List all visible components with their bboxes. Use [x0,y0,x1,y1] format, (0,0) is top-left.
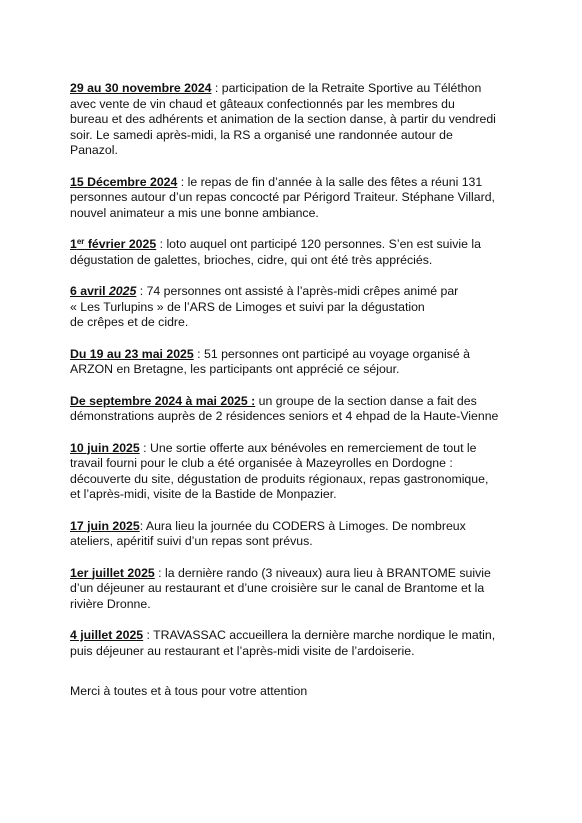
event-text-line: découverte du site, dégustation de produits régionaux, repas gastronomique, [70,471,489,486]
event-text-line: rivière Dronne. [70,596,151,611]
event-date: 10 juin 2025 [70,440,140,455]
event-text-line: « Les Turlupins » de l’ARS de Limoges et suivi par la dégustation [70,299,425,314]
event-date [70,237,156,251]
event-text-line: d’un déjeuner au restaurant et d’une croisière sur le canal de Brantome et la [70,581,485,595]
event-entry [70,284,520,331]
event-entry [70,394,520,425]
event-text: : participation de la Retraite Sportive au Téléthon [211,81,482,95]
event-first-line [70,175,520,191]
event-first-line [70,284,520,300]
event-text-line: soir. Le samedi après-midi, la RS a organisé une randonnée autour de [70,127,453,142]
event-text-line: dégustation de galettes, brioches, cidre, qui ont été très appréciés. [70,252,433,267]
event-date: 4 juillet 2025 [70,628,144,642]
event-text-line: et l’après-midi, visite de la Bastide de Monpazier. [70,487,337,501]
event-entry [70,566,520,613]
event-entry [70,237,520,268]
event-first-line [70,519,520,535]
event-text-line: démonstrations auprès de 2 résidences seniors et 4 ehpad de la Haute-Vienne [70,409,499,423]
event-first-line [70,566,520,582]
event-text-line: de crêpes et de cidre. [70,315,189,329]
closing-remark: Merci à toutes et à tous pour votre attention [70,684,308,698]
event-entry [70,441,520,503]
event-text-line: ARZON en Bretagne, les participants ont apprécié ce séjour. [70,362,400,376]
event-date-day: 1 [70,237,77,251]
event-text: : loto auquel ont participé 120 personnes. S’en est suivie la [156,237,481,251]
event-entry [70,628,520,659]
event-date-year: 2025 [108,284,137,298]
event-first-line [70,628,520,644]
event-text: : TRAVASSAC accueillera la dernière marche nordique le matin, [143,628,496,642]
event-date: Du 19 au 23 mai 2025 [70,346,194,361]
event-text: : le repas de fin d’année à la salle des fêtes a réuni 131 [177,174,483,189]
event-date-rest: février 2025 [84,237,157,251]
event-entry [70,81,520,159]
event-date-main: 6 avril [70,284,109,298]
event-entry [70,519,520,550]
event-first-line [70,347,520,363]
event-entry [70,347,520,378]
event-date: 17 juin 2025 [70,518,140,533]
event-text-line: travail fourni pour le club a été organisée à Mazeyrolles en Dordogne : [70,456,453,470]
event-first-line [70,441,520,457]
event-first-line [70,237,520,253]
event-text: un groupe de la section danse a fait des [255,393,477,408]
event-text: : 51 personnes ont participé au voyage organisé à [193,346,470,361]
event-date: 1er juillet 2025 [70,565,155,580]
event-text-line: avec vente de vin chaud et gâteaux confectionnés par les membres du [70,96,455,111]
event-text: : la dernière rando (3 niveaux) aura lieu à BRANTOME suivie [154,565,491,580]
event-date: De septembre 2024 à mai 2025 : [70,393,256,408]
event-text: : 74 personnes ont assisté à l’après-midi crêpes animé par [136,284,459,298]
event-date: 29 au 30 novembre 2024 [70,81,212,95]
event-text-line: ateliers, apéritif suivi d’un repas sont prévus. [70,534,313,548]
event-text-line: Panazol. [70,143,118,157]
event-first-line [70,81,520,97]
event-date-ordinal: er [76,237,85,246]
event-date: 15 Décembre 2024 [70,174,178,189]
event-text-line: personnes autour d’un repas concocté par Périgord Traiteur. Stéphane Villard, [70,190,495,204]
document-body [70,81,520,700]
event-text: : Une sortie offerte aux bénévoles en remerciement de tout le [139,440,477,455]
event-text-line: puis déjeuner au restaurant et l’après-midi visite de l’ardoiserie. [70,643,415,658]
event-text: : Aura lieu la journée du CODERS à Limoges. De nombreux [139,518,466,533]
event-first-line [70,394,520,410]
event-text-line: nouvel animateur a mis une bonne ambiance. [70,205,319,220]
event-entry [70,175,520,222]
event-text-line: bureau et des adhérents et animation de la section danse, à partir du vendredi [70,112,496,126]
event-date [70,284,136,298]
